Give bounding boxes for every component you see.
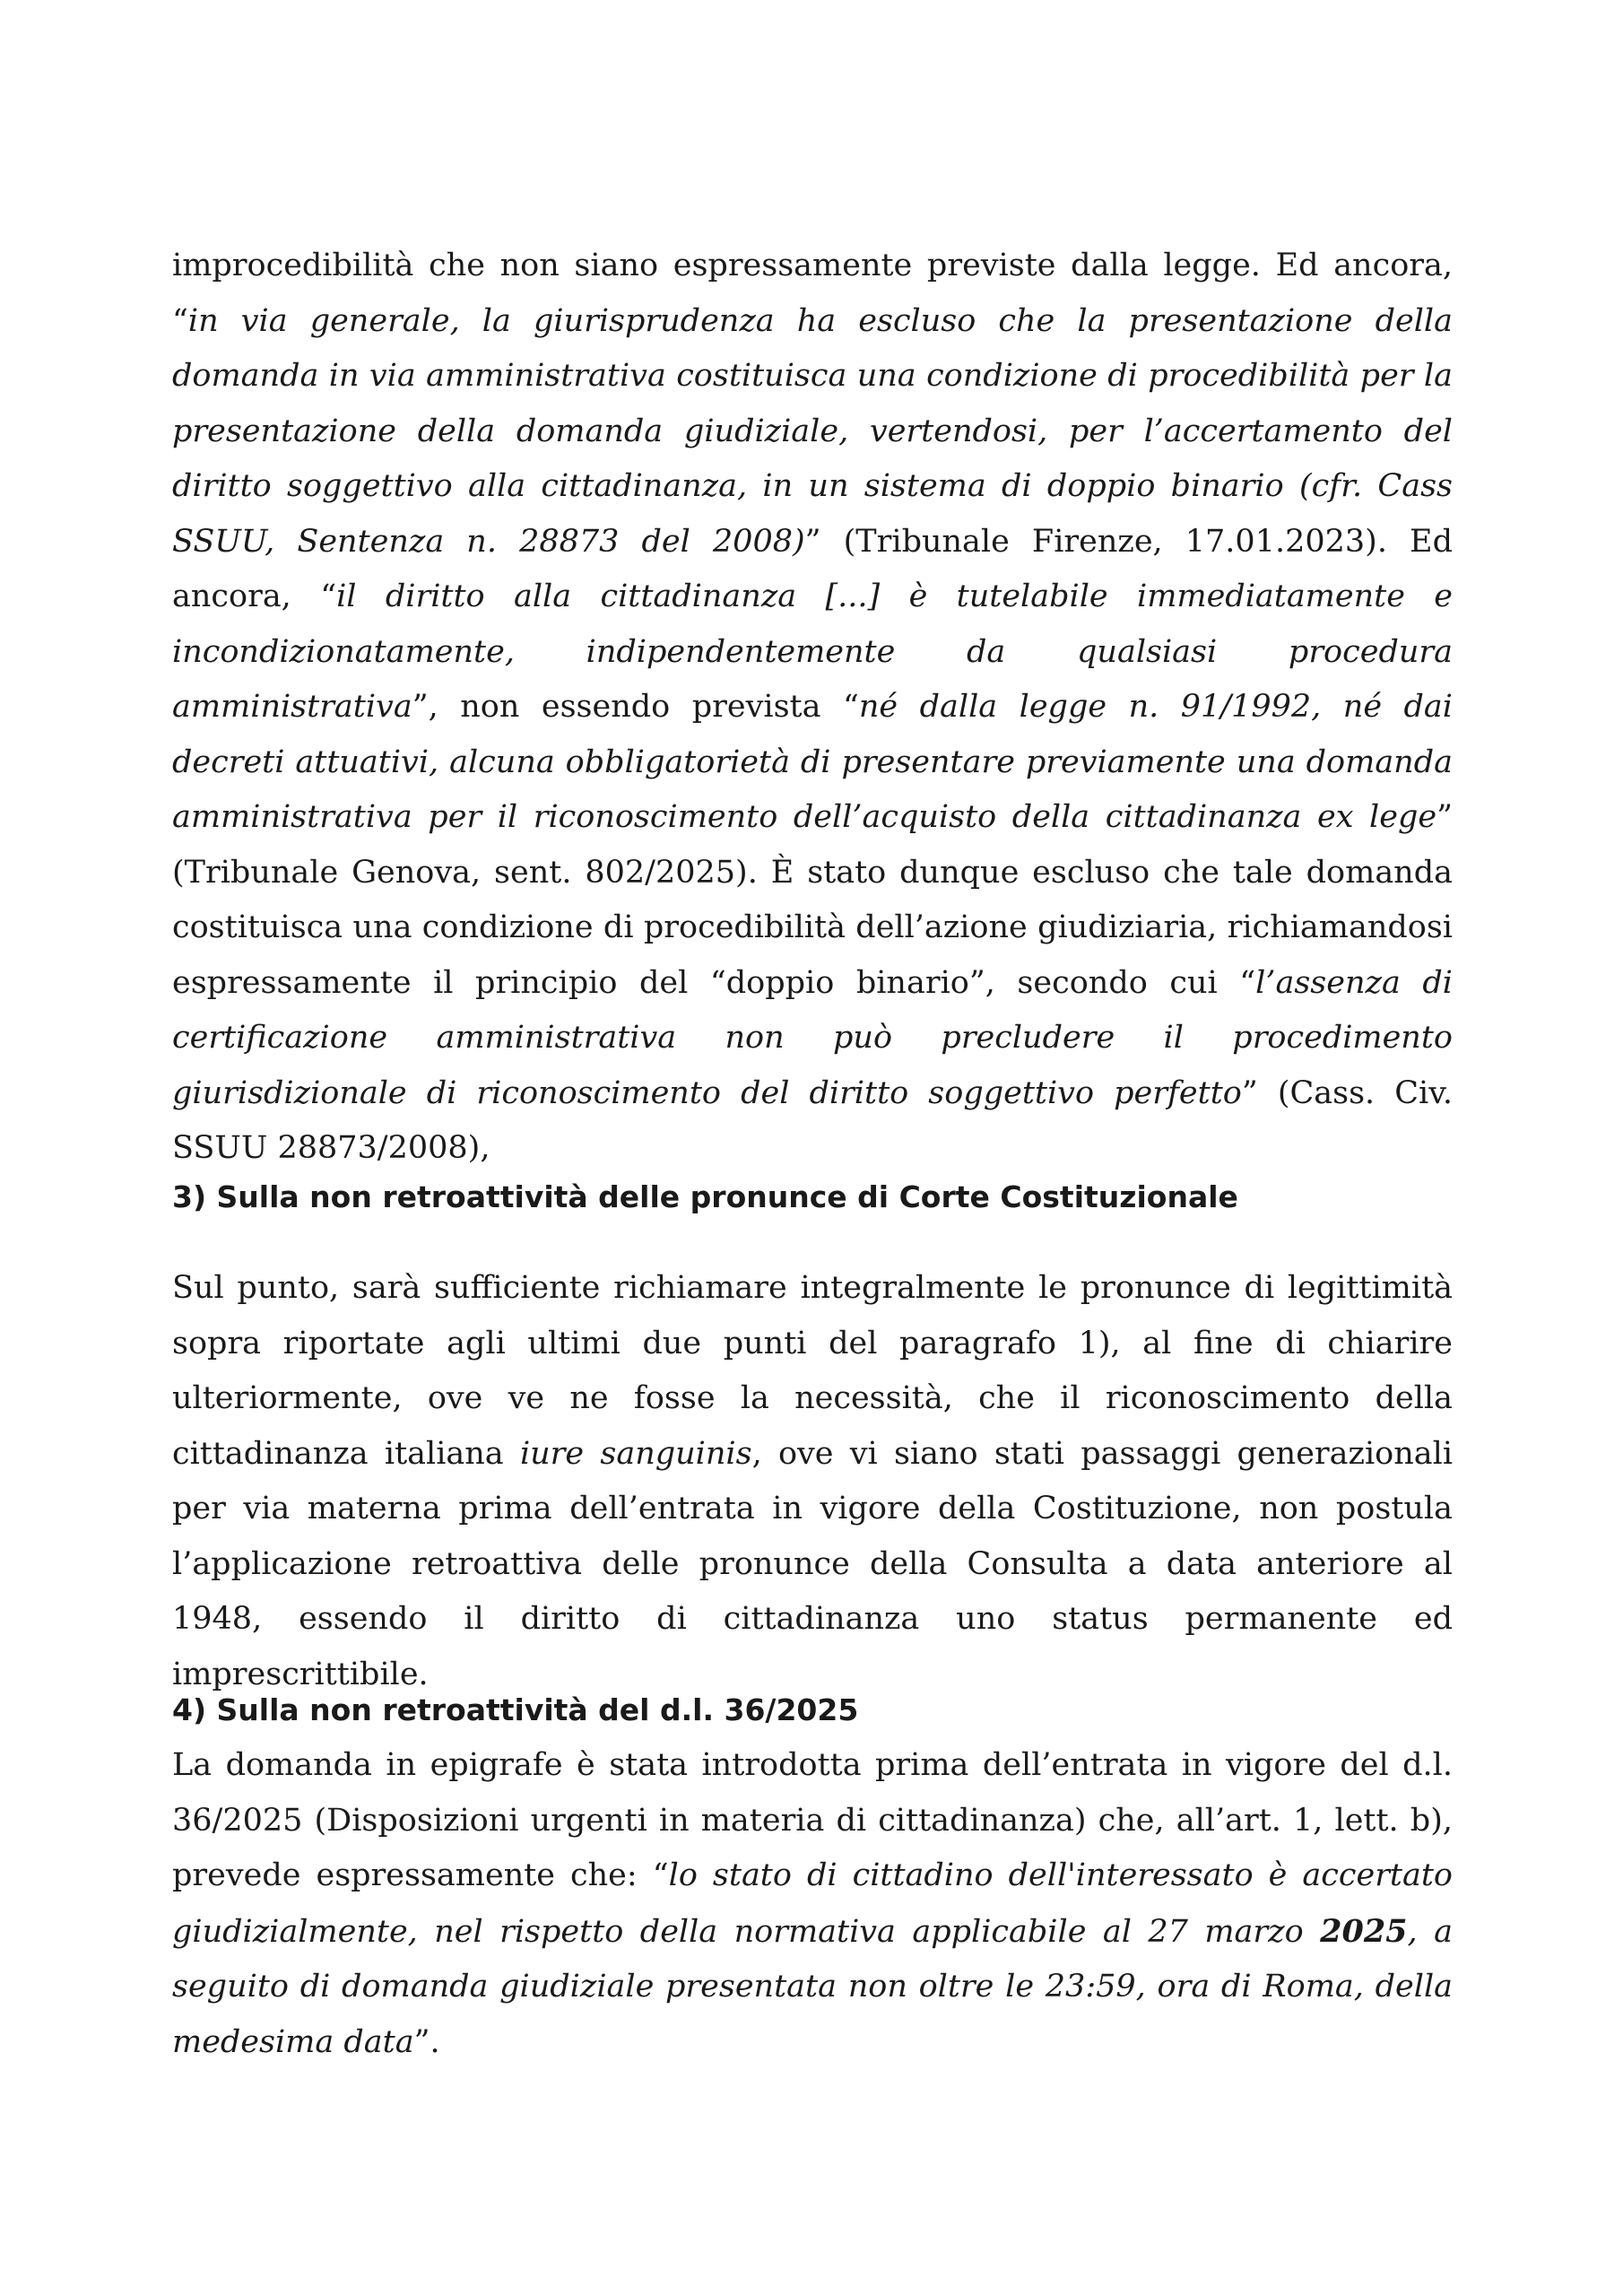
- section-4-paragraph: [172, 1738, 1453, 2070]
- section-4-text: La domanda in epigrafe è stata introdotta prima dell’entrata in vigore del d.l. 36/2025 (Disposizioni urgenti in materia di cittadinanza) che, all’art. 1, lett. b), prevede espressamente che: “: [172, 1747, 1453, 1893]
- section-3-text: , ove vi siano stati passaggi generazionali per via materna prima dell’entrata in vigore della Costituzione, non postula l’applicazione retroattiva delle pronunce della Consulta a data anteriore al 1948, essendo il diritto di cittadinanza uno status permanente ed imprescrittibile.: [172, 1435, 1454, 1692]
- paragraph-1: [172, 239, 1453, 1177]
- paragraph-1-text: ” (Cass. Civ. SSUU 28873/2008),: [172, 1074, 1453, 1166]
- paragraph-1-text: ” (Tribunale Firenze, 17.01.2023). Ed ancora, “: [172, 523, 1454, 614]
- paragraph-1-text: ”, non essendo prevista “: [412, 689, 859, 725]
- quote-dl-year: [1320, 1914, 1407, 1950]
- quote-tribunale-firenze: in via generale, la giurisprudenza ha escluso che la presentazione della domanda in via amministrativa costituisca una condizione di procedibilità per la presentazione della domanda giudiziale, vertendosi, per l’accertamento del diritto soggettivo alla cittadinanza, in un sistema di doppio binario (cfr. Cass SSUU, Sentenza n. 28873 del 2008): [172, 302, 1453, 560]
- quote-dl-36-2025-cont: , a seguito di domanda giudiziale presentata non oltre le 23:59, ora di Roma, della medesima data: [172, 1913, 1453, 2060]
- quote-tribunale-genova: né dalla legge n. 91/1992, né dai decreti attuativi, alcuna obbligatorietà di presentare previamente una domanda amministrativa per il riconoscimento dell’acquisto della cittadinanza ex lege: [172, 689, 1453, 835]
- paragraph-1-text: improcedibilità che non siano espressamente previste dalla legge. Ed ancora, “: [172, 248, 1453, 339]
- section-4-heading: 4) Sulla non retroattività del d.l. 36/2025: [172, 1692, 859, 1727]
- paragraph-1-text: ” (Tribunale Genova, sent. 802/2025). È stato dunque escluso che tale domanda costituisca una condizione di procedibilità dell’azione giudiziaria, richiamandosi espressamente il principio del “doppio binario”, secondo cui “: [172, 799, 1453, 1001]
- quote-dl-36-2025: lo stato di cittadino dell'interessato è accertato giudizialmente, nel rispetto della normativa applicabile al 27 marzo: [172, 1857, 1453, 1950]
- section-3-heading: 3) Sulla non retroattività delle pronunce di Corte Costituzionale: [172, 1179, 1238, 1214]
- quote-diritto-cittadinanza: il diritto alla cittadinanza [...] è tutelabile immediatamente e incondizionatamente, indipendentemente da qualsiasi procedura amministrativa: [172, 578, 1453, 725]
- section-3-text: Sul punto, sarà sufficiente richiamare integralmente le pronunce di legittimità sopra riportate agli ultimi due punti del paragrafo 1), al fine di chiarire ulteriormente, ove ve ne fosse la necessità, che il riconoscimento della cittadinanza italiana: [172, 1270, 1453, 1472]
- term-iure-sanguinis: iure sanguinis: [519, 1435, 752, 1472]
- quote-dl-year-bold: 2025: [1320, 1912, 1408, 1950]
- section-4-text: ”.: [413, 2023, 440, 2060]
- quote-cassazione: l’assenza di certificazione amministrativa non può precludere il procedimento giurisdizionale di riconoscimento del diritto soggettivo perfetto: [172, 964, 1453, 1111]
- section-3-paragraph: [172, 1261, 1453, 1702]
